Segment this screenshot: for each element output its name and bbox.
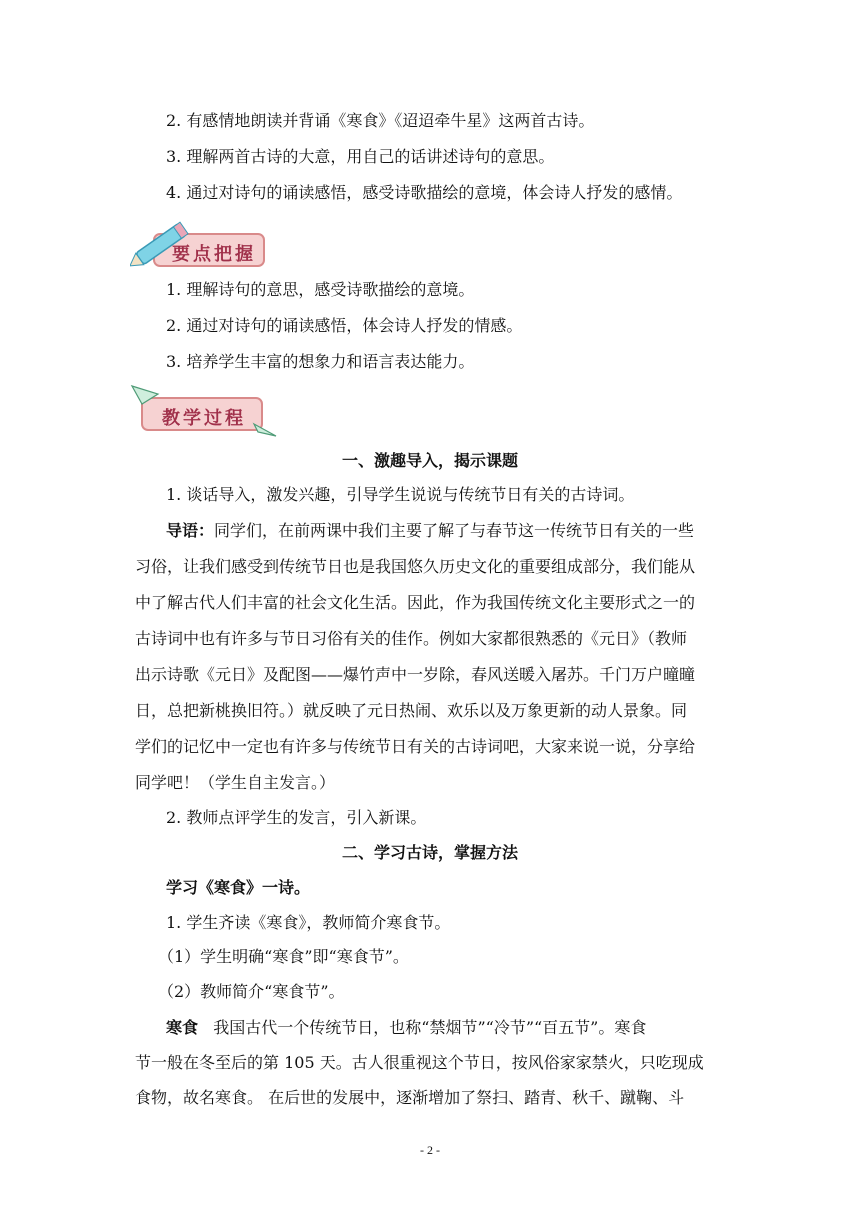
- hanshi-line: 我国古代一个传统节日，也称“禁烟节”“冷节”“百五节”。寒食: [213, 1018, 647, 1037]
- lead-line: 习俗，让我们感受到传统节日也是我国悠久历史文化的重要组成部分，我们能从: [135, 557, 696, 576]
- section-2-sub-1: （1）学生明确“寒食”即“寒食节”。: [158, 947, 409, 966]
- process-banner: [130, 380, 280, 438]
- lead-label: 导语：: [166, 521, 215, 540]
- key-point-3: 3. 培养学生丰富的想象力和语言表达能力。: [166, 352, 475, 371]
- lead-line: 出示诗歌《元日》及配图——爆竹声中一岁除，春风送暖入屠苏。千门万户曈曈: [135, 665, 696, 684]
- section-1-step-1: 1. 谈话导入，激发兴趣，引导学生说说与传统节日有关的古诗词。: [166, 485, 635, 504]
- objective-3: 3. 理解两首古诗的大意，用自己的话讲述诗句的意思。: [166, 147, 555, 166]
- section-2-heading: 二、学习古诗，掌握方法: [341, 843, 518, 862]
- lead-line: 同学吧！（学生自主发言。）: [135, 773, 336, 792]
- process-banner-label: 教学过程: [162, 408, 246, 429]
- key-points-banner-label: 要点把握: [172, 244, 256, 265]
- lead-line: 古诗词中也有许多与节日习俗有关的佳作。例如大家都很熟悉的《元日》（教师: [135, 629, 688, 648]
- hanshi-line: 食物，故名寒食。 在后世的发展中，逐渐增加了祭扫、踏青、秋千、蹴鞠、斗: [135, 1088, 685, 1107]
- lead-line: 学们的记忆中一定也有许多与传统节日有关的古诗词吧，大家来说一说，分享给: [135, 737, 696, 756]
- key-point-1: 1. 理解诗句的意思，感受诗歌描绘的意境。: [166, 280, 475, 299]
- key-points-banner: [130, 214, 280, 270]
- section-2-subtitle: 学习《寒食》一诗。: [166, 878, 311, 897]
- section-1-step-2: 2. 教师点评学生的发言，引入新课。: [166, 808, 427, 827]
- hanshi-definition-first-line: [166, 1018, 776, 1038]
- lead-line: 同学们，在前两课中我们主要了解了与春节这一传统节日有关的一些: [214, 521, 695, 540]
- objective-4: 4. 通过对诗句的诵读感悟，感受诗歌描绘的意境，体会诗人抒发的感情。: [166, 183, 683, 202]
- lead-line: 日，总把新桃换旧符。）就反映了元日热闹、欢乐以及万象更新的动人景象。同: [135, 701, 688, 720]
- lead-line: 中了解古代人们丰富的社会文化生活。因此，作为我国传统文化主要形式之一的: [135, 593, 696, 612]
- section-1-heading: 一、激趣导入，揭示课题: [341, 451, 518, 470]
- page-number: - 2 -: [420, 1143, 440, 1157]
- lead-paragraph-first-line: [166, 521, 776, 541]
- section-2-step-1: 1. 学生齐读《寒食》，教师简介寒食节。: [166, 913, 451, 932]
- objective-2: 2. 有感情地朗读并背诵《寒食》《迢迢牵牛星》这两首古诗。: [166, 111, 595, 130]
- hanshi-line: 节一般在冬至后的第 105 天。古人很重视这个节日，按风俗家家禁火，只吃现成: [135, 1053, 704, 1072]
- section-2-sub-2: （2）教师简介“寒食节”。: [158, 982, 345, 1001]
- key-point-2: 2. 通过对诗句的诵读感悟，体会诗人抒发的情感。: [166, 316, 523, 335]
- hanshi-label: 寒食: [166, 1018, 199, 1037]
